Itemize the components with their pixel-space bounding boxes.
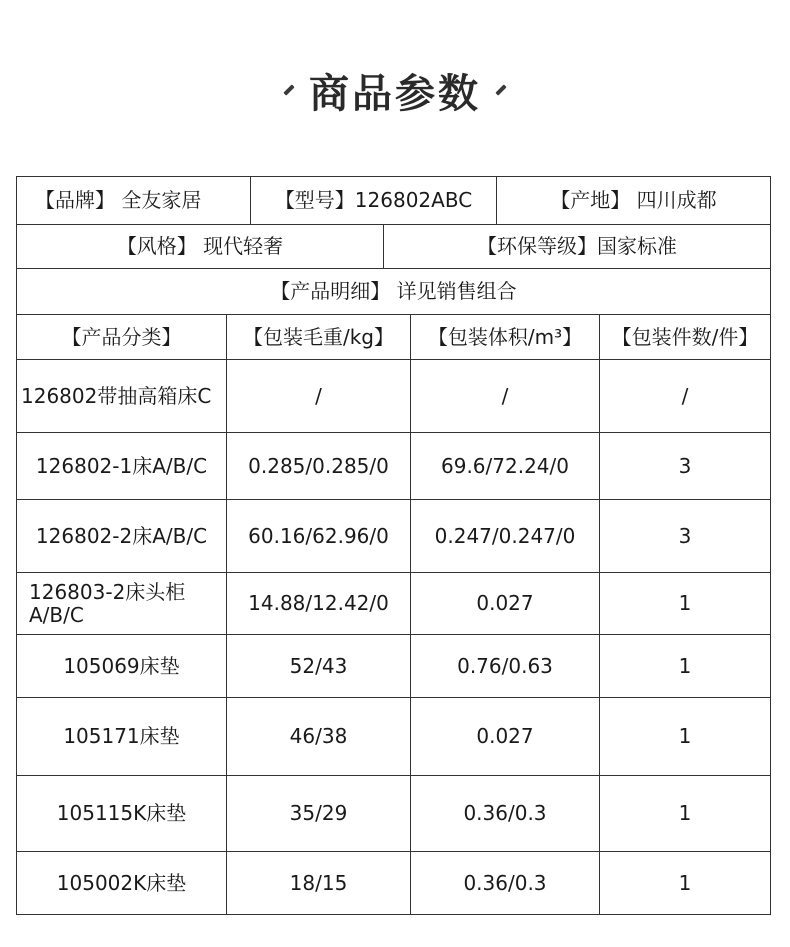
count-cell: 1 (599, 635, 770, 697)
table-row (17, 432, 770, 499)
table-row (17, 499, 770, 572)
volume-cell: / (410, 360, 599, 432)
table-row (17, 775, 770, 851)
volume-cell: 69.6/72.24/0 (410, 433, 599, 499)
volume-cell: 0.027 (410, 698, 599, 775)
detail-cell: 【产品明细】 详见销售组合 (270, 279, 517, 303)
category-cell: 105069床垫 (63, 653, 180, 678)
count-cell: 1 (599, 852, 770, 914)
style-cell: 【风格】 现代轻奢 (116, 234, 284, 258)
volume-cell: 0.76/0.63 (410, 635, 599, 697)
category-cell: 105002K床垫 (56, 870, 187, 895)
info-row-2 (17, 224, 770, 268)
brand-cell: 【品牌】 全友家居 (35, 188, 202, 212)
model-cell: 【型号】126802ABC (250, 177, 496, 224)
section-title (0, 60, 790, 120)
category-cell: 126802-1床A/B/C (35, 453, 208, 478)
count-cell: / (599, 360, 770, 432)
count-cell: 1 (599, 776, 770, 851)
header-weight: 【包装毛重/kg】 (226, 315, 410, 359)
header-category: 【产品分类】 (61, 324, 182, 349)
header-volume: 【包装体积/m³】 (410, 315, 599, 359)
table-row (17, 359, 770, 432)
origin-cell: 【产地】 四川成都 (496, 177, 770, 224)
category-cell: 126803-2床头柜A/B/C (29, 579, 186, 627)
weight-cell: / (226, 360, 410, 432)
count-cell: 1 (599, 573, 770, 634)
title-right-dash-icon (495, 84, 506, 95)
title-left-dash-icon (283, 84, 294, 95)
category-cell: 105171床垫 (63, 724, 180, 748)
weight-cell: 18/15 (226, 852, 410, 914)
weight-cell: 14.88/12.42/0 (226, 573, 410, 634)
weight-cell: 0.285/0.285/0 (226, 433, 410, 499)
weight-cell: 35/29 (226, 776, 410, 851)
volume-cell: 0.247/0.247/0 (410, 500, 599, 572)
header-count: 【包装件数/件】 (599, 315, 770, 359)
volume-cell: 0.027 (410, 573, 599, 634)
weight-cell: 46/38 (226, 698, 410, 775)
table-header-row (17, 314, 770, 359)
count-cell: 3 (599, 433, 770, 499)
category-cell: 126802-2床A/B/C (35, 523, 208, 548)
volume-cell: 0.36/0.3 (410, 852, 599, 914)
info-row-1 (17, 177, 770, 224)
spec-table (16, 176, 771, 915)
table-row (17, 572, 770, 634)
category-cell: 105115K床垫 (56, 801, 187, 825)
info-row-3 (17, 268, 770, 314)
count-cell: 3 (599, 500, 770, 572)
volume-cell: 0.36/0.3 (410, 776, 599, 851)
table-row (17, 634, 770, 697)
weight-cell: 60.16/62.96/0 (226, 500, 410, 572)
category-cell: 126802带抽高箱床C (21, 383, 212, 408)
weight-cell: 52/43 (226, 635, 410, 697)
table-row (17, 851, 770, 914)
page-title: 商品参数 (309, 69, 481, 117)
count-cell: 1 (599, 698, 770, 775)
eco-cell: 【环保等级】国家标准 (383, 225, 770, 268)
table-row (17, 697, 770, 775)
